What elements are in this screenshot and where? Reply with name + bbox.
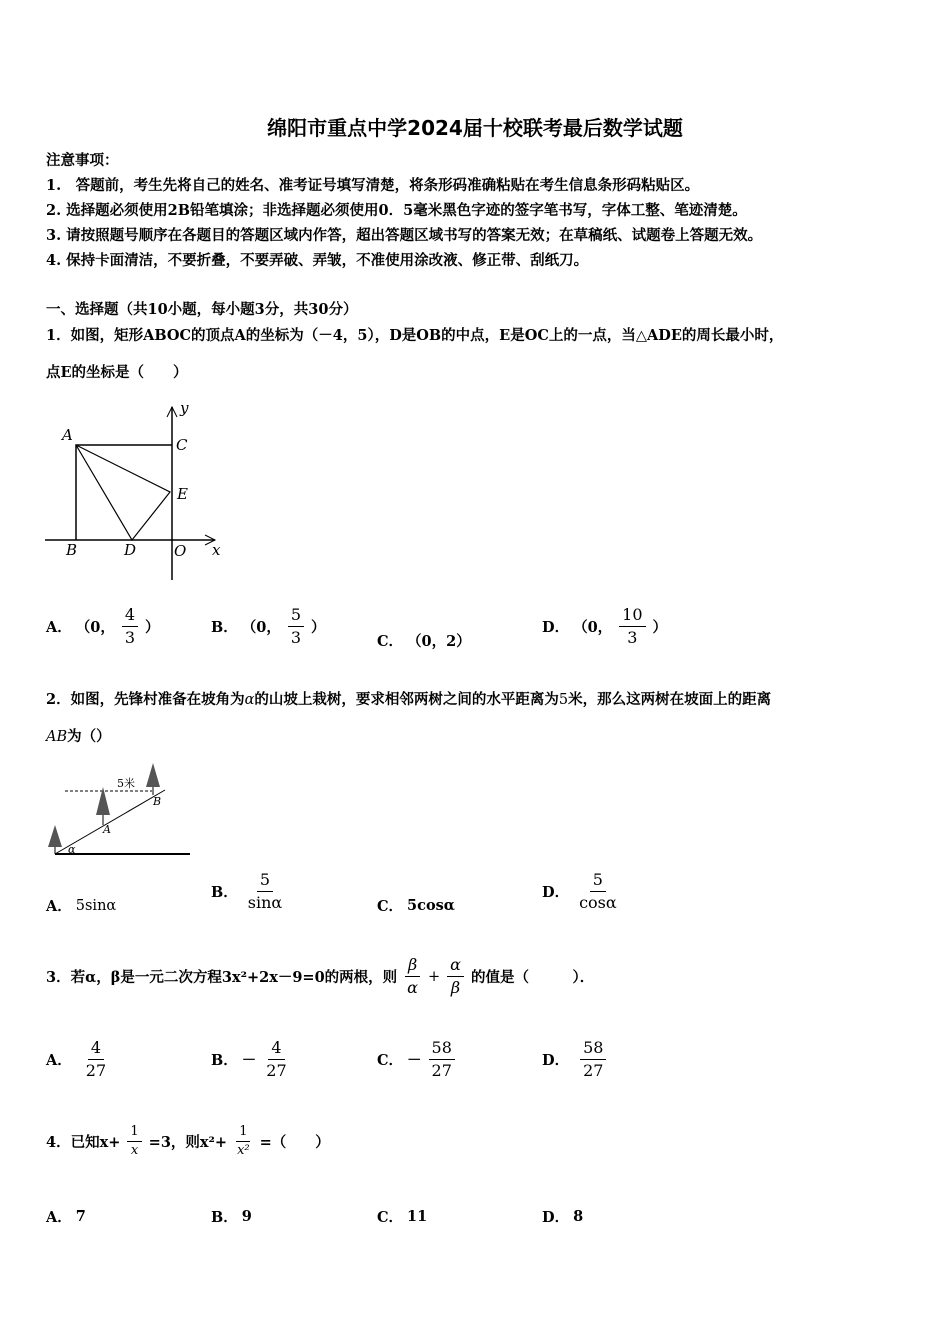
- text: AB: [46, 729, 68, 745]
- text: C．: [377, 633, 404, 650]
- text: 11: [407, 1208, 428, 1225]
- text: 27: [583, 1061, 604, 1080]
- text: 5: [257, 871, 273, 892]
- text: α: [407, 978, 418, 997]
- q1-option-d[interactable]: [542, 606, 667, 647]
- text: C．: [377, 898, 404, 915]
- tree-icon: [146, 763, 160, 795]
- page-title: 绵阳市重点中学2024届十校联考最后数学试题: [267, 116, 683, 140]
- text: 4: [122, 606, 138, 627]
- q2-option-b[interactable]: [211, 871, 288, 912]
- text: D．: [542, 1052, 570, 1069]
- q2-text: [46, 690, 771, 710]
- q2-option-d[interactable]: [542, 871, 623, 912]
- text: 5cosα: [407, 897, 455, 914]
- text: B．: [211, 884, 238, 901]
- text: （0，: [75, 619, 115, 636]
- text: A．: [46, 1052, 72, 1069]
- text: 的值是（ ）．: [470, 969, 595, 986]
- section-heading: 一、选择题（共10小题，每小题3分，共30分）: [46, 301, 358, 318]
- text: ）: [652, 619, 668, 636]
- text: （0，: [573, 619, 613, 636]
- q1-text: 1．如图，矩形ABOC的顶点A的坐标为（－4，5），D是OB的中点，E是OC上的一点，当△ADE的周长最小时，: [46, 327, 784, 344]
- text: 5: [288, 606, 304, 627]
- text: 27: [266, 1061, 287, 1080]
- text: x: [130, 1143, 139, 1158]
- label-e: E: [177, 485, 188, 503]
- text: 2．如图，先锋村准备在坡角为: [46, 691, 245, 708]
- text: D．: [542, 884, 570, 901]
- text: sinα: [247, 893, 283, 912]
- q4-option-b[interactable]: [211, 1206, 252, 1227]
- text: β: [405, 956, 420, 977]
- text: 10: [619, 606, 645, 627]
- q3-option-d[interactable]: [542, 1039, 609, 1080]
- text: 7: [75, 1208, 86, 1225]
- q4-option-a[interactable]: [46, 1206, 86, 1227]
- text: D．: [542, 1209, 570, 1226]
- text: 3: [290, 628, 302, 647]
- tree-icon: [96, 787, 110, 825]
- text: 27: [85, 1061, 107, 1080]
- text: A．: [46, 1209, 72, 1226]
- label-a: A: [62, 426, 73, 444]
- q1-option-a[interactable]: [46, 606, 160, 647]
- text: 58: [429, 1039, 455, 1060]
- text: =（ ）: [259, 1134, 330, 1151]
- q1-text-2: 点E的坐标是（ ）: [46, 364, 188, 381]
- tree-icon: [48, 825, 62, 854]
- text: 5: [590, 871, 606, 892]
- text: α: [447, 956, 464, 977]
- q1-option-c[interactable]: [377, 630, 471, 651]
- notes-heading: 注意事项：: [46, 152, 119, 169]
- text: D．: [542, 619, 570, 636]
- text: α: [244, 692, 255, 708]
- text: 5: [558, 692, 569, 708]
- text: ）: [311, 619, 326, 636]
- text: 5sinα: [75, 897, 117, 914]
- q2-option-a[interactable]: [46, 895, 116, 916]
- text: （0，2）: [407, 633, 471, 650]
- text: 27: [431, 1061, 452, 1080]
- q2-figure: [40, 755, 200, 865]
- q3-option-a[interactable]: [46, 1039, 112, 1080]
- note-item: 2. 选择题必须使用2B铅笔填涂；非选择题必须使用0．5毫米黑色字迹的签字笔书写，字体工整、笔迹清楚。: [46, 202, 747, 219]
- text: －: [241, 1052, 257, 1069]
- q2-option-c[interactable]: [377, 895, 455, 916]
- text: =3，则x²+: [148, 1134, 228, 1151]
- note-item: 4. 保持卡面清洁，不要折叠，不要弄破、弄皱，不准使用涂改液、修正带、刮纸刀。: [46, 252, 589, 269]
- text: 4．已知x+: [46, 1134, 121, 1151]
- text: β: [450, 978, 461, 997]
- text: －: [407, 1052, 422, 1069]
- text: 3: [627, 628, 638, 647]
- text: +: [427, 968, 441, 985]
- text: 8: [573, 1208, 584, 1225]
- q4-text: [46, 1125, 330, 1158]
- text: cosα: [579, 893, 617, 912]
- text: A．: [46, 898, 72, 915]
- text: 3: [124, 628, 136, 647]
- q3-text: [46, 956, 594, 997]
- text: C．: [377, 1209, 404, 1226]
- note-item: 3. 请按照题号顺序在各题目的答题区域内作答，超出答题区域书写的答案无效；在草稿纸、试题卷上答题无效。: [46, 227, 763, 244]
- label-b: B: [66, 541, 78, 559]
- q4-option-d[interactable]: [542, 1206, 583, 1227]
- note-item: 1. 答题前，考生先将自己的姓名、准考证号填写清楚，将条形码准确粘贴在考生信息条形码粘贴区。: [46, 177, 700, 194]
- q3-option-b[interactable]: [211, 1039, 293, 1080]
- label-o: O: [174, 542, 187, 560]
- label-x: x: [212, 541, 221, 559]
- text: 的山坡上栽树，要求相邻两树之间的水平距离为: [254, 691, 559, 708]
- text: ）: [145, 619, 160, 636]
- text: A．: [46, 619, 72, 636]
- label-d: D: [124, 541, 137, 559]
- text: 4: [88, 1039, 104, 1060]
- text: x²: [237, 1143, 250, 1158]
- text: 1: [236, 1125, 250, 1142]
- text: 4: [268, 1039, 284, 1060]
- q1-figure: [40, 395, 240, 590]
- text: （0，: [241, 619, 281, 636]
- text: 9: [241, 1208, 252, 1225]
- text: 米，那么这两树在坡面上的距离: [568, 691, 772, 708]
- text: B．: [211, 619, 238, 636]
- text: 为（）: [67, 728, 111, 745]
- q2-text-2: [46, 727, 111, 747]
- label-b: B: [153, 795, 162, 808]
- q3-option-c[interactable]: [377, 1039, 458, 1080]
- text: B．: [211, 1209, 238, 1226]
- text: 58: [580, 1039, 606, 1060]
- text: 1: [127, 1125, 141, 1142]
- q1-option-b[interactable]: [211, 606, 326, 647]
- text: B．: [211, 1052, 238, 1069]
- text: 3．若α，β是一元二次方程3x²+2x－9=0的两根，则: [46, 969, 398, 986]
- text: C．: [377, 1052, 404, 1069]
- q4-option-c[interactable]: [377, 1206, 427, 1227]
- label-c: C: [176, 436, 188, 454]
- label-y: y: [180, 399, 189, 417]
- label-distance: 5米: [117, 777, 135, 790]
- label-a: A: [103, 823, 111, 836]
- label-alpha: α: [68, 843, 76, 856]
